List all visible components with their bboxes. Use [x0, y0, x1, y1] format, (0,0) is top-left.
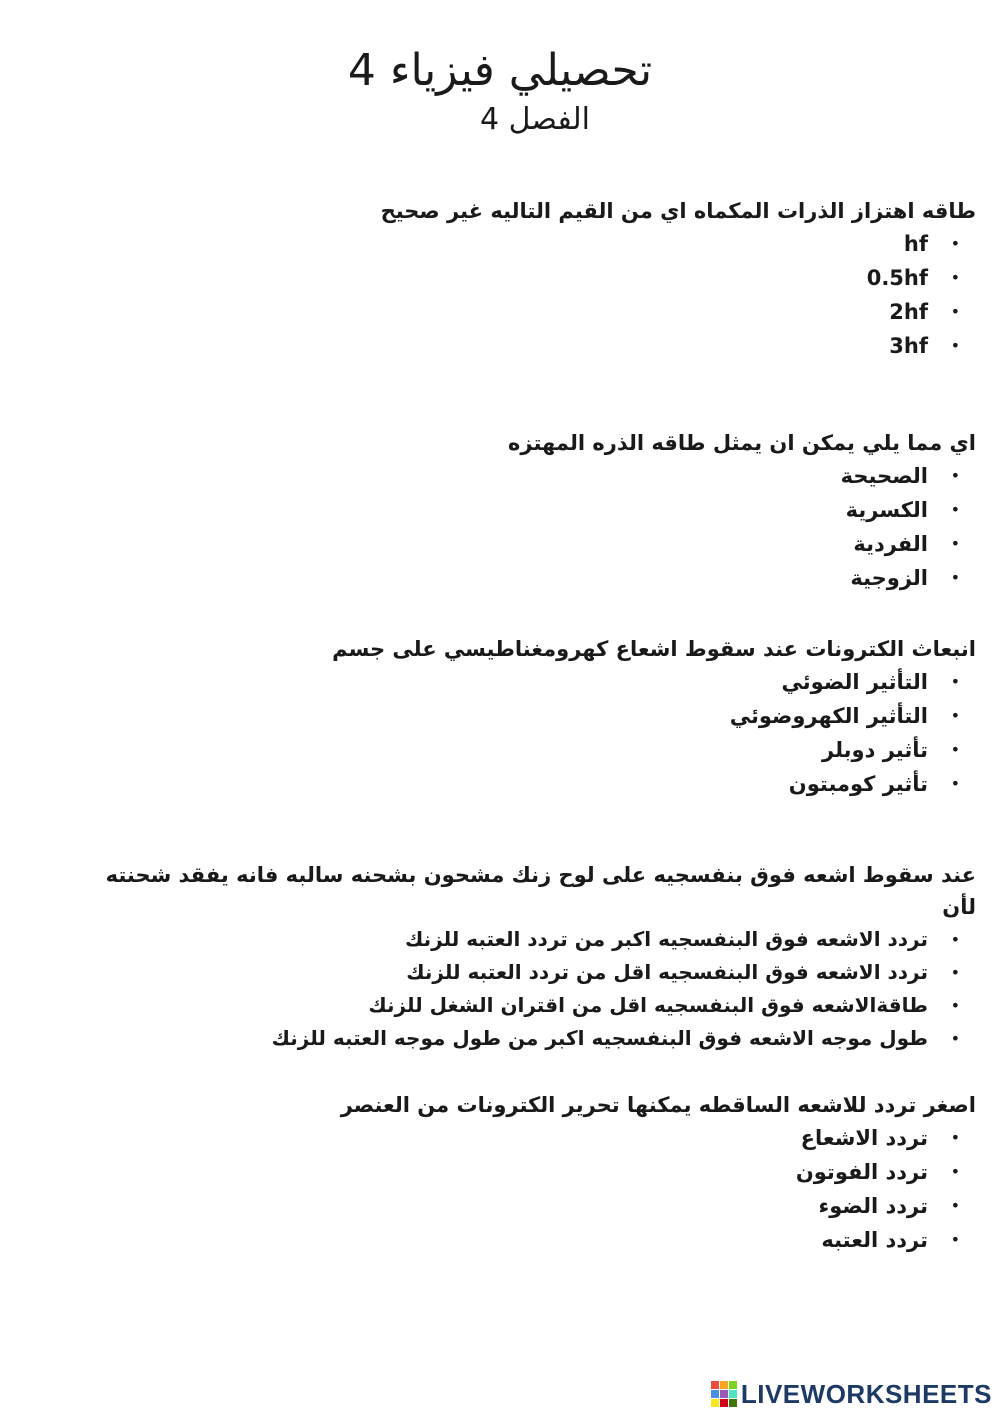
question-text: طاقه اهتزاز الذرات المكماه اي من القيم التاليه غير صحيح	[380, 199, 976, 223]
answer-option[interactable]: • تردد الاشعه فوق البنفسجيه اقل من تردد العتبه للزنك	[96, 956, 928, 989]
answer-option[interactable]: • تأثير دوبلر	[96, 733, 928, 767]
page-title: تحصيلي فيزياء 4	[347, 45, 653, 96]
answer-option-label: 0.5hf	[866, 266, 928, 290]
answer-option[interactable]: • الكسرية	[96, 493, 928, 527]
logo-tile	[711, 1390, 719, 1398]
answer-option[interactable]: • التأثير الضوئي	[96, 665, 928, 699]
answer-option[interactable]	[96, 227, 928, 261]
logo-tile	[711, 1381, 719, 1389]
answer-option[interactable]: • الفردية	[96, 527, 928, 561]
answer-option[interactable]: • طاقةالاشعه فوق البنفسجيه اقل من اقتران الشغل للزنك	[96, 989, 928, 1022]
logo-text: LIVEWORKSHEETS	[740, 1378, 992, 1409]
question-1	[96, 195, 976, 427]
logo-tile	[729, 1381, 737, 1389]
liveworksheets-logo-icon	[711, 1381, 737, 1407]
question-text: عند سقوط اشعه فوق بنفسجيه على لوح زنك مشحون بشحنه سالبه فانه يفقد شحنته لأن	[105, 863, 976, 919]
answer-options	[96, 665, 976, 801]
logo-tile	[729, 1399, 737, 1407]
question-text: اي مما يلي يمكن ان يمثل طاقه الذره المهتزه	[508, 431, 976, 455]
answer-options	[96, 459, 976, 595]
answer-option-label: 2hf	[889, 300, 928, 324]
question-4	[96, 859, 976, 1089]
answer-option[interactable]: • الزوجية	[96, 561, 928, 595]
answer-option[interactable]: • تردد الضوء	[96, 1189, 928, 1223]
answer-option[interactable]	[96, 329, 928, 363]
answer-options	[96, 1121, 976, 1257]
logo-tile	[729, 1390, 737, 1398]
answer-option[interactable]: • تردد العتبه	[96, 1223, 928, 1257]
question-2	[96, 427, 976, 633]
answer-options	[96, 923, 976, 1055]
chapter-subtitle: الفصل 4	[479, 102, 591, 137]
answer-option[interactable]	[96, 295, 928, 329]
logo-tile	[720, 1399, 728, 1407]
answer-option[interactable]: • تردد الاشعه فوق البنفسجيه اكبر من تردد العتبه للزنك	[96, 923, 928, 956]
questions-list	[96, 195, 976, 1257]
answer-option[interactable]: • الصحيحة	[96, 459, 928, 493]
question-text: انبعاث الكترونات عند سقوط اشعاع كهرومغناطيسي على جسم	[332, 637, 976, 661]
answer-option-label: hf	[903, 232, 928, 256]
liveworksheets-logo[interactable]	[711, 1380, 992, 1408]
question-text: اصغر تردد للاشعه الساقطه يمكنها تحرير الكترونات من العنصر	[340, 1093, 976, 1117]
answer-option[interactable]: • التأثير الكهروضوئي	[96, 699, 928, 733]
answer-option[interactable]: • تردد الفوتون	[96, 1155, 928, 1189]
logo-tile	[720, 1381, 728, 1389]
logo-tile	[711, 1399, 719, 1407]
question-3	[96, 633, 976, 859]
answer-option[interactable]: • طول موجه الاشعه فوق البنفسجيه اكبر من طول موجه العتبه للزنك	[96, 1022, 928, 1055]
logo-tile	[720, 1390, 728, 1398]
header	[0, 40, 1000, 138]
answer-options	[96, 227, 976, 363]
answer-option[interactable]	[96, 261, 928, 295]
answer-option[interactable]: • تأثير كومبتون	[96, 767, 928, 801]
answer-option[interactable]: • تردد الاشعاع	[96, 1121, 928, 1155]
question-5	[96, 1089, 976, 1257]
answer-option-label: 3hf	[889, 334, 928, 358]
